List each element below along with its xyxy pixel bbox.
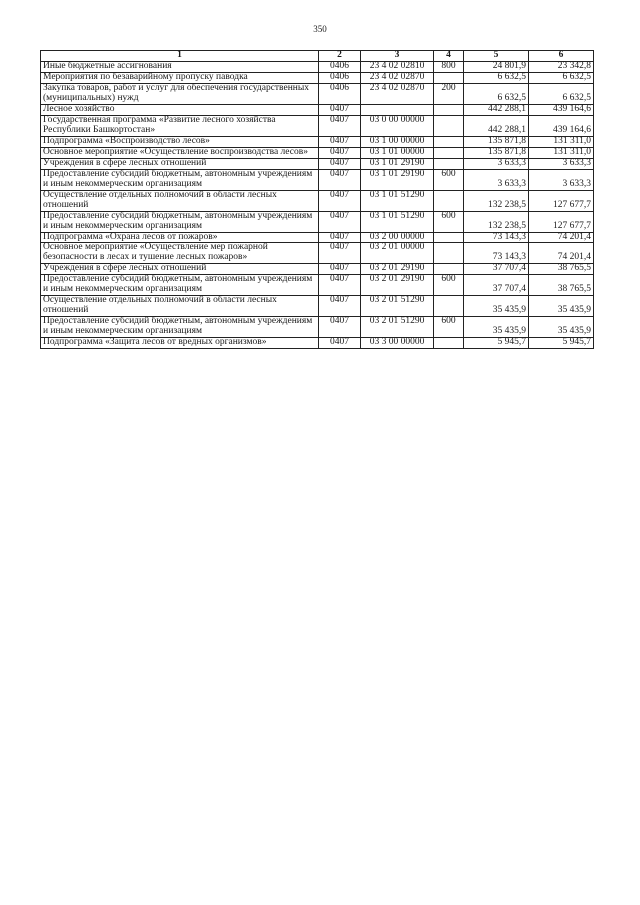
expense-type-cell <box>434 338 464 349</box>
section-cell: 0407 <box>319 317 361 338</box>
amount-year2-cell: 131 311,0 <box>529 147 594 158</box>
target-code-cell: 03 2 01 51290 <box>361 296 434 317</box>
name-cell: Подпрограмма «Защита лесов от вредных организмов» <box>41 338 319 349</box>
name-cell: Лесное хозяйство <box>41 104 319 115</box>
section-cell: 0407 <box>319 104 361 115</box>
amount-year1-cell: 135 871,8 <box>464 136 529 147</box>
amount-year1-cell: 35 435,9 <box>464 317 529 338</box>
amount-year2-cell: 131 311,0 <box>529 136 594 147</box>
target-code-cell: 03 2 01 29190 <box>361 275 434 296</box>
amount-year2-cell: 5 945,7 <box>529 338 594 349</box>
table-row <box>41 317 594 338</box>
section-cell: 0407 <box>319 115 361 136</box>
amount-year2-cell: 439 164,6 <box>529 104 594 115</box>
name-cell: Основное мероприятие «Осуществление воспроизводства лесов» <box>41 147 319 158</box>
target-code-cell: 23 4 02 02870 <box>361 83 434 104</box>
amount-year1-cell: 6 632,5 <box>464 72 529 83</box>
table-row <box>41 72 594 83</box>
target-code-cell: 03 1 01 29190 <box>361 158 434 169</box>
name-cell: Подпрограмма «Охрана лесов от пожаров» <box>41 232 319 243</box>
section-cell: 0406 <box>319 72 361 83</box>
table-body <box>41 62 594 349</box>
table-row <box>41 147 594 158</box>
table-row <box>41 169 594 190</box>
section-cell: 0407 <box>319 147 361 158</box>
name-cell: Основное мероприятие «Осуществление мер пожарной безопасности в лесах и тушение лесных пожаров» <box>41 243 319 264</box>
expense-type-cell <box>434 264 464 275</box>
expense-type-cell <box>434 115 464 136</box>
target-code-cell: 03 0 00 00000 <box>361 115 434 136</box>
expense-type-cell: 200 <box>434 83 464 104</box>
amount-year1-cell: 37 707,4 <box>464 275 529 296</box>
expense-type-cell <box>434 136 464 147</box>
amount-year2-cell: 23 342,8 <box>529 62 594 73</box>
section-cell: 0407 <box>319 296 361 317</box>
expense-type-cell: 600 <box>434 317 464 338</box>
section-cell: 0407 <box>319 158 361 169</box>
table-row <box>41 104 594 115</box>
amount-year2-cell: 3 633,3 <box>529 169 594 190</box>
section-cell: 0407 <box>319 232 361 243</box>
table-row <box>41 83 594 104</box>
amount-year1-cell: 132 238,5 <box>464 190 529 211</box>
section-cell: 0407 <box>319 169 361 190</box>
amount-year2-cell: 6 632,5 <box>529 72 594 83</box>
section-cell: 0407 <box>319 190 361 211</box>
column-header: 3 <box>361 51 434 62</box>
amount-year2-cell: 127 677,7 <box>529 211 594 232</box>
target-code-cell: 23 4 02 02810 <box>361 62 434 73</box>
amount-year1-cell: 3 633,3 <box>464 158 529 169</box>
table-header-row <box>41 51 594 62</box>
amount-year1-cell: 73 143,3 <box>464 243 529 264</box>
amount-year2-cell: 35 435,9 <box>529 317 594 338</box>
target-code-cell: 03 2 01 00000 <box>361 243 434 264</box>
amount-year1-cell: 442 288,1 <box>464 115 529 136</box>
amount-year2-cell: 3 633,3 <box>529 158 594 169</box>
expense-type-cell <box>434 147 464 158</box>
table-row <box>41 62 594 73</box>
name-cell: Мероприятия по безаварийному пропуску паводка <box>41 72 319 83</box>
expense-type-cell <box>434 190 464 211</box>
expense-type-cell: 800 <box>434 62 464 73</box>
table-row <box>41 190 594 211</box>
name-cell: Иные бюджетные ассигнования <box>41 62 319 73</box>
table-row <box>41 338 594 349</box>
target-code-cell: 03 3 00 00000 <box>361 338 434 349</box>
section-cell: 0407 <box>319 211 361 232</box>
target-code-cell: 03 1 01 51290 <box>361 211 434 232</box>
target-code-cell: 03 1 01 51290 <box>361 190 434 211</box>
section-cell: 0407 <box>319 136 361 147</box>
amount-year2-cell: 74 201,4 <box>529 243 594 264</box>
expense-type-cell <box>434 243 464 264</box>
amount-year1-cell: 5 945,7 <box>464 338 529 349</box>
table-row <box>41 275 594 296</box>
target-code-cell: 03 2 01 51290 <box>361 317 434 338</box>
section-cell: 0407 <box>319 264 361 275</box>
section-cell: 0407 <box>319 275 361 296</box>
table-row <box>41 296 594 317</box>
amount-year2-cell: 35 435,9 <box>529 296 594 317</box>
amount-year2-cell: 38 765,5 <box>529 264 594 275</box>
name-cell: Закупка товаров, работ и услуг для обеспечения государственных (муниципальных) нужд <box>41 83 319 104</box>
target-code-cell: 03 2 01 29190 <box>361 264 434 275</box>
expense-type-cell <box>434 296 464 317</box>
table-row <box>41 158 594 169</box>
target-code-cell: 03 1 01 29190 <box>361 169 434 190</box>
amount-year1-cell: 135 871,8 <box>464 147 529 158</box>
target-code-cell <box>361 104 434 115</box>
amount-year1-cell: 35 435,9 <box>464 296 529 317</box>
name-cell: Предоставление субсидий бюджетным, автономным учреждениям и иным некоммерческим организациям <box>41 317 319 338</box>
column-header: 4 <box>434 51 464 62</box>
name-cell: Предоставление субсидий бюджетным, автономным учреждениям и иным некоммерческим организациям <box>41 275 319 296</box>
name-cell: Осуществление отдельных полномочий в области лесных отношений <box>41 296 319 317</box>
amount-year2-cell: 6 632,5 <box>529 83 594 104</box>
name-cell: Учреждения в сфере лесных отношений <box>41 158 319 169</box>
expense-type-cell: 600 <box>434 275 464 296</box>
amount-year1-cell: 37 707,4 <box>464 264 529 275</box>
table-row <box>41 243 594 264</box>
name-cell: Подпрограмма «Воспроизводство лесов» <box>41 136 319 147</box>
target-code-cell: 03 1 00 00000 <box>361 136 434 147</box>
name-cell: Государственная программа «Развитие лесного хозяйства Республики Башкортостан» <box>41 115 319 136</box>
section-cell: 0406 <box>319 83 361 104</box>
expense-type-cell: 600 <box>434 211 464 232</box>
column-header: 2 <box>319 51 361 62</box>
column-header: 6 <box>529 51 594 62</box>
budget-table <box>40 50 594 349</box>
section-cell: 0406 <box>319 62 361 73</box>
amount-year1-cell: 3 633,3 <box>464 169 529 190</box>
amount-year1-cell: 24 801,9 <box>464 62 529 73</box>
amount-year2-cell: 74 201,4 <box>529 232 594 243</box>
column-header: 1 <box>41 51 319 62</box>
table-row <box>41 136 594 147</box>
name-cell: Предоставление субсидий бюджетным, автономным учреждениям и иным некоммерческим организациям <box>41 169 319 190</box>
table-row <box>41 211 594 232</box>
expense-type-cell <box>434 232 464 243</box>
expense-type-cell <box>434 72 464 83</box>
amount-year1-cell: 442 288,1 <box>464 104 529 115</box>
section-cell: 0407 <box>319 338 361 349</box>
amount-year2-cell: 38 765,5 <box>529 275 594 296</box>
target-code-cell: 03 1 01 00000 <box>361 147 434 158</box>
target-code-cell: 03 2 00 00000 <box>361 232 434 243</box>
section-cell: 0407 <box>319 243 361 264</box>
amount-year1-cell: 6 632,5 <box>464 83 529 104</box>
expense-type-cell <box>434 104 464 115</box>
page-number: 350 <box>313 24 327 34</box>
amount-year2-cell: 127 677,7 <box>529 190 594 211</box>
expense-type-cell: 600 <box>434 169 464 190</box>
amount-year2-cell: 439 164,6 <box>529 115 594 136</box>
target-code-cell: 23 4 02 02870 <box>361 72 434 83</box>
expense-type-cell <box>434 158 464 169</box>
table-row <box>41 115 594 136</box>
amount-year1-cell: 73 143,3 <box>464 232 529 243</box>
name-cell: Учреждения в сфере лесных отношений <box>41 264 319 275</box>
name-cell: Предоставление субсидий бюджетным, автономным учреждениям и иным некоммерческим организациям <box>41 211 319 232</box>
amount-year1-cell: 132 238,5 <box>464 211 529 232</box>
name-cell: Осуществление отдельных полномочий в области лесных отношений <box>41 190 319 211</box>
column-header: 5 <box>464 51 529 62</box>
